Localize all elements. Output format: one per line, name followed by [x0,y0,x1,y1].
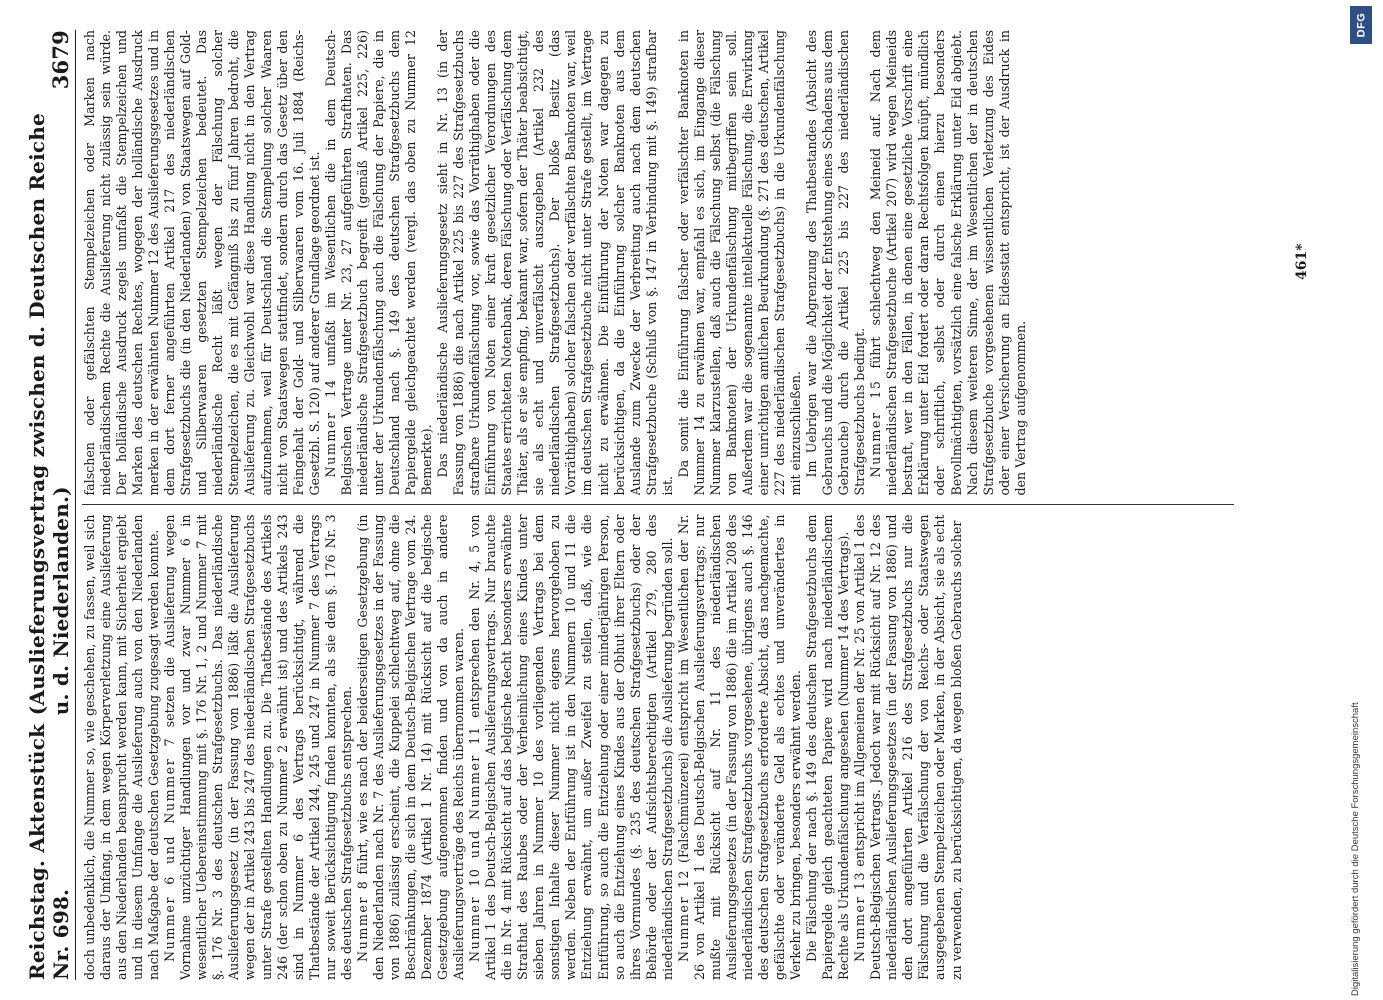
paragraph-text: entsprechen den Nr. 4, 5 von Artikel 1 des Deutsch-Belgischen Auslieferungsvertrags. Nur brauchte die in Nr. 4 mit Rücksicht auf das belgische Recht besonders erwähnte Strafthat des Raubes oder der Verheimlichung eines Kindes unter sieben Jahren in Nummer 10 des vorliegenden Vertrags bei dem sonstigen Inhalte dieser Nummer nicht eigens hervorgehoben zu werden. Neben der Entführung ist in den Nummern 10 und 11 die Entziehung erwähnt, um außer Zweifel zu stellen, daß, wie die Entführung, so auch die Entziehung oder einer minderjährigen Person, so auch die Entziehung eines Kindes aus der Obhut ihrer Eltern oder ihres Vormundes (§. 235 des deutschen Strafgesetzbuchs) oder der Behörde oder der Aufsichtsberechtigten (Artikel 279, 280 des niederländischen Strafgesetzbuchs) die Auslieferung begründen soll. [467,514,675,980]
paragraph [467,515,676,981]
paragraph-text: falschen oder gefälschten Stempelzeichen oder Marken nach niederländischem Rechte die Auslieferung nicht zulässig sein würde. Der holländische Ausdruck zegels umfaßt die Stempelzeichen und Marken des deutschen Rechtes, wogegen der holländische Ausdruck merken in der erwähnten Nummer 12 des Auslieferungsgesetzes und in dem dort ferner angeführten Artikel 217 des niederländischen Strafgesetzbuchs die (in den Niederlanden) von Staatswegen auf Gold- und Silberwaaren gesetzten Stempelzeichen bedeutet. Das niederländische Recht läßt wegen der Fälschung solcher Stempelzeichen, die es mit Gefängniß bis zu fünf Jahren bedroht, die Auslieferung zu. Gleichwohl war diese Handlung nicht in den Vertrag aufzunehmen, weil für Deutschland die Stempelung solcher Waaren nicht von Staatswegen stattfindet, sondern durch das Gesetz über den Feingehalt der Gold- und Silberwaaren vom 16. Juli 1884 (Reichs-Gesetzbl. S. 120) auf anderer Grundlage geordnet ist. [82,30,322,496]
paragraph-lead: Nummer 13 [852,870,868,962]
paragraph-text: (Falschmünzerei) entspricht im Wesentlichen der Nr. 26 von Artikel 1 des Deutsch-Belgischen Auslieferungsvertrags; nur mußte mit Rücksicht auf Nr. 11 des niederländischen Auslieferungsgesetzes (in der Fassung von 1886) die im Artikel 208 des niederländischen Strafgesetzbuchs vorgesehene, übrigens auch §. 146 des deutschen Strafgesetzbuchs erforderte Absicht, das nachgemachte, gefälschte oder veränderte Geld als echtes und unverändertes in Verkehr zu bringen, besonders erwähnt werden. [675,514,804,980]
paragraph [804,515,852,981]
paragraph [852,515,964,981]
paragraph [82,515,162,981]
paragraph-lead: Nummer 12 [675,869,691,962]
paragraph-text: Das niederländische Auslieferungsgesetz sieht in Nr. 13 (in der Fassung von 1886) die nach Artikel 225 bis 227 des Strafgesetzbuchs strafbare Urkundenfälschung vor, sowie das Vorräthighaben oder die Einführung von Noten einer kraft gesetzlicher Verordnungen des Staates errichteten Notenbank, deren Fälschung oder Verfälschung dem Thäter, als er sie empfing, bekannt war, sofern der Thäter beabsichtigt, sie als echt und unverfälscht auszugeben (Artikel 232 des niederländischen Strafgesetzbuchs). Der bloße Besitz (das Vorräthighaben) solcher falschen oder verfälschten Banknoten war, weil im deutschen Strafgesetzbuche nicht unter Strafe gestellt, im Vertrage nicht zu erwähnen. Die Einführung der Noten war dagegen zu berücksichtigen, da die Einführung solcher Banknoten aus dem Auslande zum Zwecke der Verbreitung auch nach dem deutschen Strafgesetzbuche (Schluß von §. 147 in Verbindung mit §. 149) strafbar ist. [435,30,675,496]
column-right [82,30,1282,496]
paragraph-lead: Nummer 8 [354,879,370,962]
page-number: 3679 [48,30,73,90]
column-left [82,515,1282,981]
paragraph-text: Die Fälschung der nach §. 149 des deutschen Strafgesetzbuchs dem Papiergelde gleich geachteten Papiere wird nach niederländischem Rechte als Urkundenfälschung angesehen (Nummer 14 des Vertrags). [804,514,852,980]
paragraph-lead: Nummer 10 und Nummer 11 [467,725,483,962]
paragraph [435,30,676,496]
paragraph-lead: Nummer 15 [868,379,884,478]
paragraph-text: umfaßt im Wesentlichen die in dem Deutsch-Belgischen Vertrage unter Nr. 23, 27 aufgeführten Strafthaten. Das niederländische Strafgesetzbuch begreift (gemäß Artikel 225, 226) unter der Urkundenfälschung auch die Fälschung der Papiere, die in Deutschland nach §. 149 des deutschen Strafgesetzbuchs dem Papiergelde gleichgeachtet werden (vergl. das oben zu Nummer 12 Bemerkte). [322,30,434,496]
header-middle: (Auslieferungsvertrag zwischen d. Deutschen Reiche u. d. Niederlanden.) [25,113,73,716]
page-signature-mark: 461* [1294,243,1310,280]
paragraph-lead: Nummer 14 [322,378,338,478]
paragraph-text: Da somit die Einführung falscher oder verfälschter Banknoten in Nummer 14 zu erwähnen war, empfahl es sich, im Eingange dieser Nummer klarzustellen, daß auch die Fälschung selbst (die Fälschung von Banknoten) der Urkundenfälschung mitbegriffen sein soll. Außerdem war die sogenannte intellektuelle Fälschung, die Erwirkung einer unrichtigen amtlichen Beurkundung (§. 271 des deutschen, Artikel 227 des niederländischen Strafgesetzbuchs) in die Urkundenfälschung mit einzuschließen. [675,30,804,496]
paragraph-text: doch unbedenklich, die Nummer so, wie geschehen, zu fassen, weil sich daraus der Umfang, in dem wegen Körperverletzung eine Auslieferung aus den Niederlanden beansprucht werden kann, mit Sicherheit ergiebt und in diesem Umfange die Auslieferung auch von den Niederlanden nach Maßgabe der deutschen Gesetzgebung zugesagt werden konnte. [82,514,162,980]
paragraph-text: Im Uebrigen war die Abgrenzung des Thatbestandes (Absicht des Gebrauchs und die Möglichkeit der Entstehung eines Schadens aus dem Gebrauche) durch die Artikel 225 bis 227 des niederländischen Strafgesetzbuchs bedingt. [804,30,868,496]
dfg-logo-text: DFG [1355,12,1368,38]
paragraph [804,30,868,496]
text-columns [82,30,1282,980]
paragraph-text: entspricht im Allgemeinen der Nr. 25 von Artikel 1 des Deutsch-Belgischen Vertrags. Jedoch war mit Rücksicht auf Nr. 12 des niederländischen Auslieferungsgesetzes (in der Fassung von 1886) und den dort angeführten Artikel 216 des Strafgesetzbuchs nur die Fälschung und die Verfälschung der von Reichs- oder Staatswegen ausgegebenen Stempelzeichen oder Marken, in der Absicht, sie als echt zu verwenden, zu berücksichtigen, da wegen bloßen Gebrauchs solcher [852,514,964,980]
rotated-page [25,30,1342,980]
paragraph-text: setzen die Auslieferung wegen Vornahme unzüchtiger Handlungen vor und zwar Nummer 6 in wesentlicher Uebereinstimmung mit §. 176 Nr. 1, 2 und Nummer 7 mit §. 176 Nr. 3 des deutschen Strafgesetzbuchs. Das niederländische Auslieferungsgesetz (in der Fassung von 1886) läßt die Auslieferung wegen der in Artikel 243 bis 247 des niederländischen Strafgesetzbuchs unter Strafe gestellten Handlungen zu. Die Thatbestände des Artikels 246 (der schon oben zu Nummer 2 erwähnt ist) und des Artikels 243 sind in Nummer 6 des Vertrags berücksichtigt, während die Thatbestände der Artikel 244, 245 und 247 in Nummer 7 des Vertrags nur soweit Berücksichtigung finden konnten, als sie dem §. 176 Nr. 3 des deutschen Strafgesetzbuchs entsprechen. [162,514,354,980]
paragraph [162,515,355,981]
column-divider [82,505,1234,506]
paragraph-text: führt schlechtweg den Meineid auf. Nach dem niederländischen Strafgesetzbuche (Artikel 207) wird wegen Meineids bestraft, wer in den Fällen, in denen eine gesetzliche Vorschrift eine Erklärung unter Eid fordert oder daran Rechtsfolgen knüpft, mündlich oder schriftlich, selbst oder durch einen hierzu besonders Bevollmächtigten, vorsätzlich eine falsche Erklärung unter Eid abgiebt. Nach diesem weiteren Sinne, der im Wesentlichen der in deutschen Strafgesetzbuche vorgesehenen wissentlichen Verletzung des Eides oder einer Versicherung an Eidesstatt entspricht, ist der Ausdruck in den Vertrag aufgenommen. [868,30,1028,496]
paragraph [868,30,1028,496]
paragraph [676,515,804,981]
paragraph-lead: Nummer 6 und Nummer 7 [162,736,178,962]
paragraph [676,30,804,496]
header-left: Reichstag. Aktenstück Nr. 698. [25,723,73,980]
paragraph [82,30,323,496]
paragraph [355,515,467,981]
paragraph [323,30,435,496]
funding-credit-text: Digitalisierung gefördert durch die Deutsche Forschungsgemeinschaft [1350,702,1361,996]
page-header [25,30,76,980]
funding-credit [1346,16,1374,996]
paragraph-text: führt, wie es nach der beiderseitigen Gesetzgebung (in den Niederlanden nach Nr. 7 des Auslieferungsgesetzes in der Fassung von 1886) zulässig erscheint, die Kuppelei schlechtweg auf, ohne die Beschränkungen, die sich in dem Deutsch-Belgischen Vertrage vom 24. Dezember 1874 (Artikel 1 Nr. 14) mit Rücksicht auf die belgische Gesetzgebung aufgenommen finden und von da auch in andere Auslieferungsverträge des Reichs übernommen waren. [354,514,467,980]
